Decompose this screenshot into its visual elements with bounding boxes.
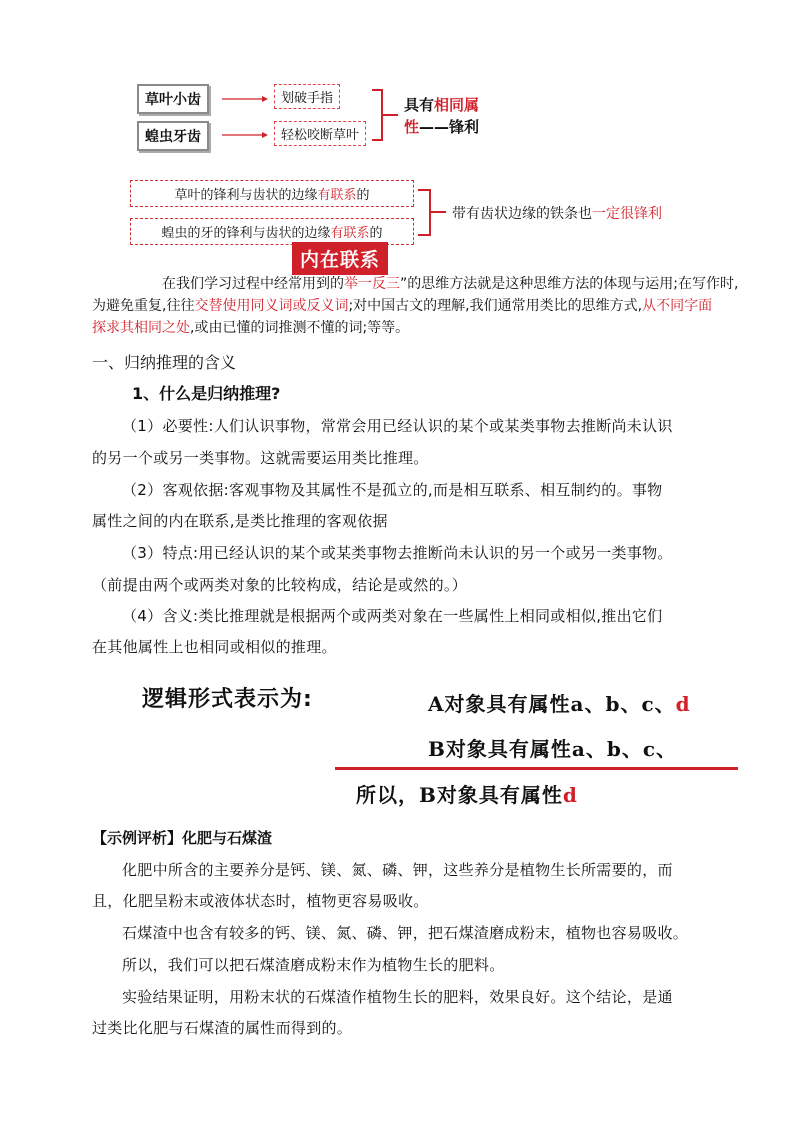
point-line: （4）含义:类比推理就是根据两个或两类对象在一些属性上相同或相似,推出它们 — [122, 607, 663, 625]
point-line: 在其他属性上也相同或相似的推理。 — [92, 638, 337, 656]
example-line: 过类比化肥与石煤渣的属性而得到的。 — [92, 1019, 353, 1037]
section-heading: 一、归纳推理的含义 — [92, 353, 237, 372]
diagram-connectors — [0, 0, 794, 300]
intro-paragraph: 在我们学习过程中经常用到的举一反三”的思维方法就是这种思维方法的体现与运用;在写作时, 为避免重复,往往交替使用同义词或反义词;对中国古文的理解,我们通常用类比的思维方式,从不同字面 探求其相同之处,或由已懂的词推测不懂的词;等等。 — [92, 276, 739, 336]
point-line: （3）特点:用已经认识的某个或某类事物去推断尚未认识的另一个或另一类事物。 — [122, 544, 673, 562]
logic-premise-a: A对象具有属性a、b、c、d — [428, 692, 691, 716]
example-line: 且，化肥呈粉末或液体状态时，植物更容易吸收。 — [92, 892, 429, 910]
example-line: 石煤渣中也含有较多的钙、镁、氮、磷、钾，把石煤渣磨成粉末，植物也容易吸收。 — [122, 924, 689, 942]
link-grass: 草叶的锋利与齿状的边缘有联系的 — [130, 180, 414, 207]
point-line: （前提由两个或两类对象的比较构成，结论是或然的。） — [92, 576, 468, 594]
point-line: 属性之间的内在联系,是类比推理的客观依据 — [92, 512, 388, 530]
point-line: 的另一个或另一类事物。这就需要运用类比推理。 — [92, 449, 429, 467]
banner-internal-connection: 内在联系 — [292, 242, 388, 275]
example-line: 化肥中所含的主要养分是钙、镁、氮、磷、钾，这些养分是植物生长所需要的，而 — [122, 861, 673, 879]
logic-conclusion: 所以，B对象具有属性d — [356, 783, 578, 807]
example-line: 所以，我们可以把石煤渣磨成粉末作为植物生长的肥料。 — [122, 956, 505, 974]
point-line: （2）客观依据:客观事物及其属性不是孤立的,而是相互联系、相互制约的。事物 — [122, 481, 663, 499]
example-title: 【示例评析】化肥与石煤渣 — [92, 829, 273, 847]
logic-premise-b: B对象具有属性a、b、c、 — [428, 737, 678, 761]
link-conclusion: 带有齿状边缘的铁条也一定很锋利 — [452, 206, 662, 222]
item-grass-teeth: 草叶小齿 — [137, 84, 209, 114]
logic-title: 逻辑形式表示为: — [142, 687, 313, 712]
logic-divider — [335, 767, 738, 770]
item-locust-teeth: 蝗虫牙齿 — [137, 121, 209, 151]
conclusion-same-property: 具有相同属性——锋利 — [404, 96, 480, 136]
sub-heading: 1、什么是归纳推理? — [132, 384, 281, 403]
item-bite-grass: 轻松咬断草叶 — [274, 121, 366, 146]
point-line: （1）必要性:人们认识事物，常常会用已经认识的某个或某类事物去推断尚未认识 — [122, 417, 673, 435]
example-line: 实验结果证明，用粉末状的石煤渣作植物生长的肥料，效果良好。这个结论，是通 — [122, 988, 673, 1006]
link-locust: 蝗虫的牙的锋利与齿状的边缘有联系的 — [130, 218, 414, 245]
item-cut-finger: 划破手指 — [274, 84, 340, 109]
